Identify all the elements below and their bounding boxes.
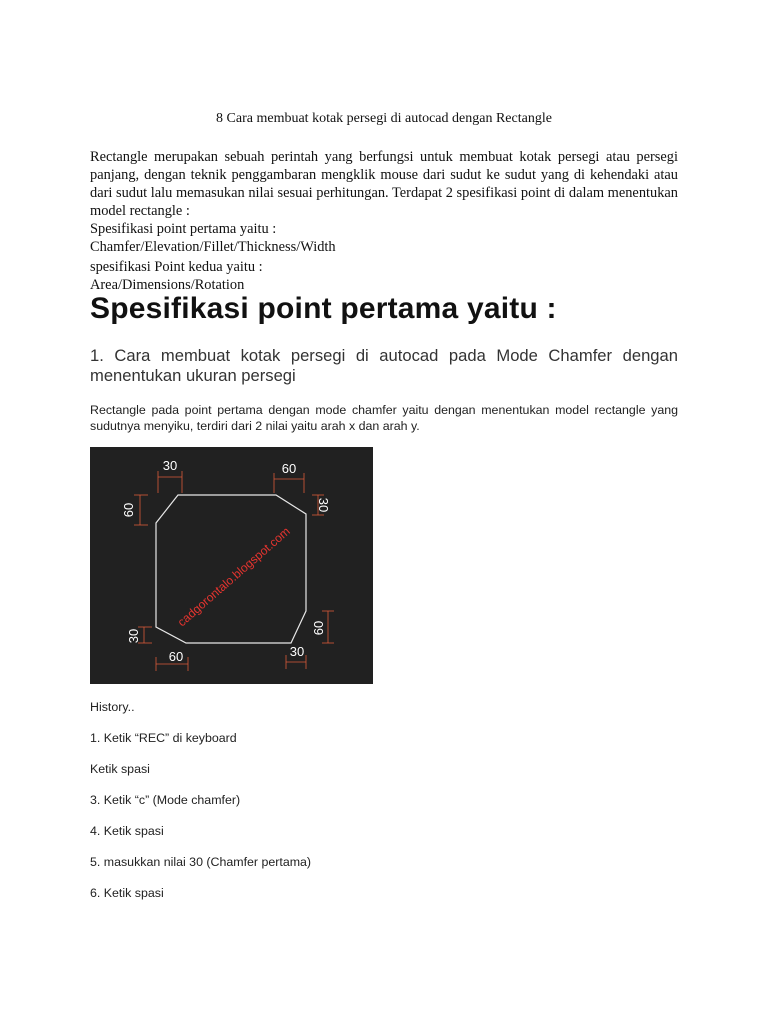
chamfer-rectangle-figure [90,447,373,684]
dim-right-bottom: 60 [311,620,326,636]
dim-top-left: 30 [162,458,178,473]
intro-paragraph: Rectangle merupakan sebuah perintah yang berfungsi untuk membuat kotak persegi atau persegi panjang, dengan teknik penggambaran mengklik mouse dari sudut ke sudut yang di kehendaki atau dari sudut lalu memasukan nilai sesuai perhitungan. Terdapat 2 spesifikasi point di dalam menentukan model rectangle : [90,149,678,219]
section-heading: Spesifikasi point pertama yaitu : [90,292,557,325]
step-item: 5. masukkan nilai 30 (Chamfer pertama) [90,855,312,869]
dim-bottom-left: 60 [168,649,184,664]
steps-heading: History.. [90,700,135,714]
spec-first-label: Spesifikasi point pertama yaitu : [90,221,277,237]
step-item: 4. Ketik spasi [90,824,164,838]
dim-right-top: 30 [316,497,331,513]
dim-top-right: 60 [281,461,297,476]
spec-second-label: spesifikasi Point kedua yaitu : [90,259,263,275]
spec-first-values: Chamfer/Elevation/Fillet/Thickness/Width [90,239,336,255]
document-title: 8 Cara membuat kotak persegi di autocad dengan Rectangle [216,111,552,126]
subheading: 1. Cara membuat kotak persegi di autocad pada Mode Chamfer dengan menentukan ukuran persegi [90,346,678,385]
spec-second-values: Area/Dimensions/Rotation [90,277,245,293]
step-item: 6. Ketik spasi [90,886,164,900]
step-item: 1. Ketik “REC” di keyboard [90,731,237,745]
watermark-text: cadgorontalo.blogspot.com [174,524,293,630]
mode-chamfer-paragraph: Rectangle pada point pertama dengan mode chamfer yaitu dengan menentukan model rectangle yang sudutnya menyiku, terdiri dari 2 nilai yaitu arah x dan arah y. [90,403,678,433]
dim-left-bottom: 30 [126,628,141,644]
dim-left-top: 60 [121,502,136,518]
step-item: Ketik spasi [90,762,150,776]
chamfer-drawing [90,447,373,684]
step-item: 3. Ketik “c” (Mode chamfer) [90,793,241,807]
dim-bottom-right: 30 [289,644,305,659]
